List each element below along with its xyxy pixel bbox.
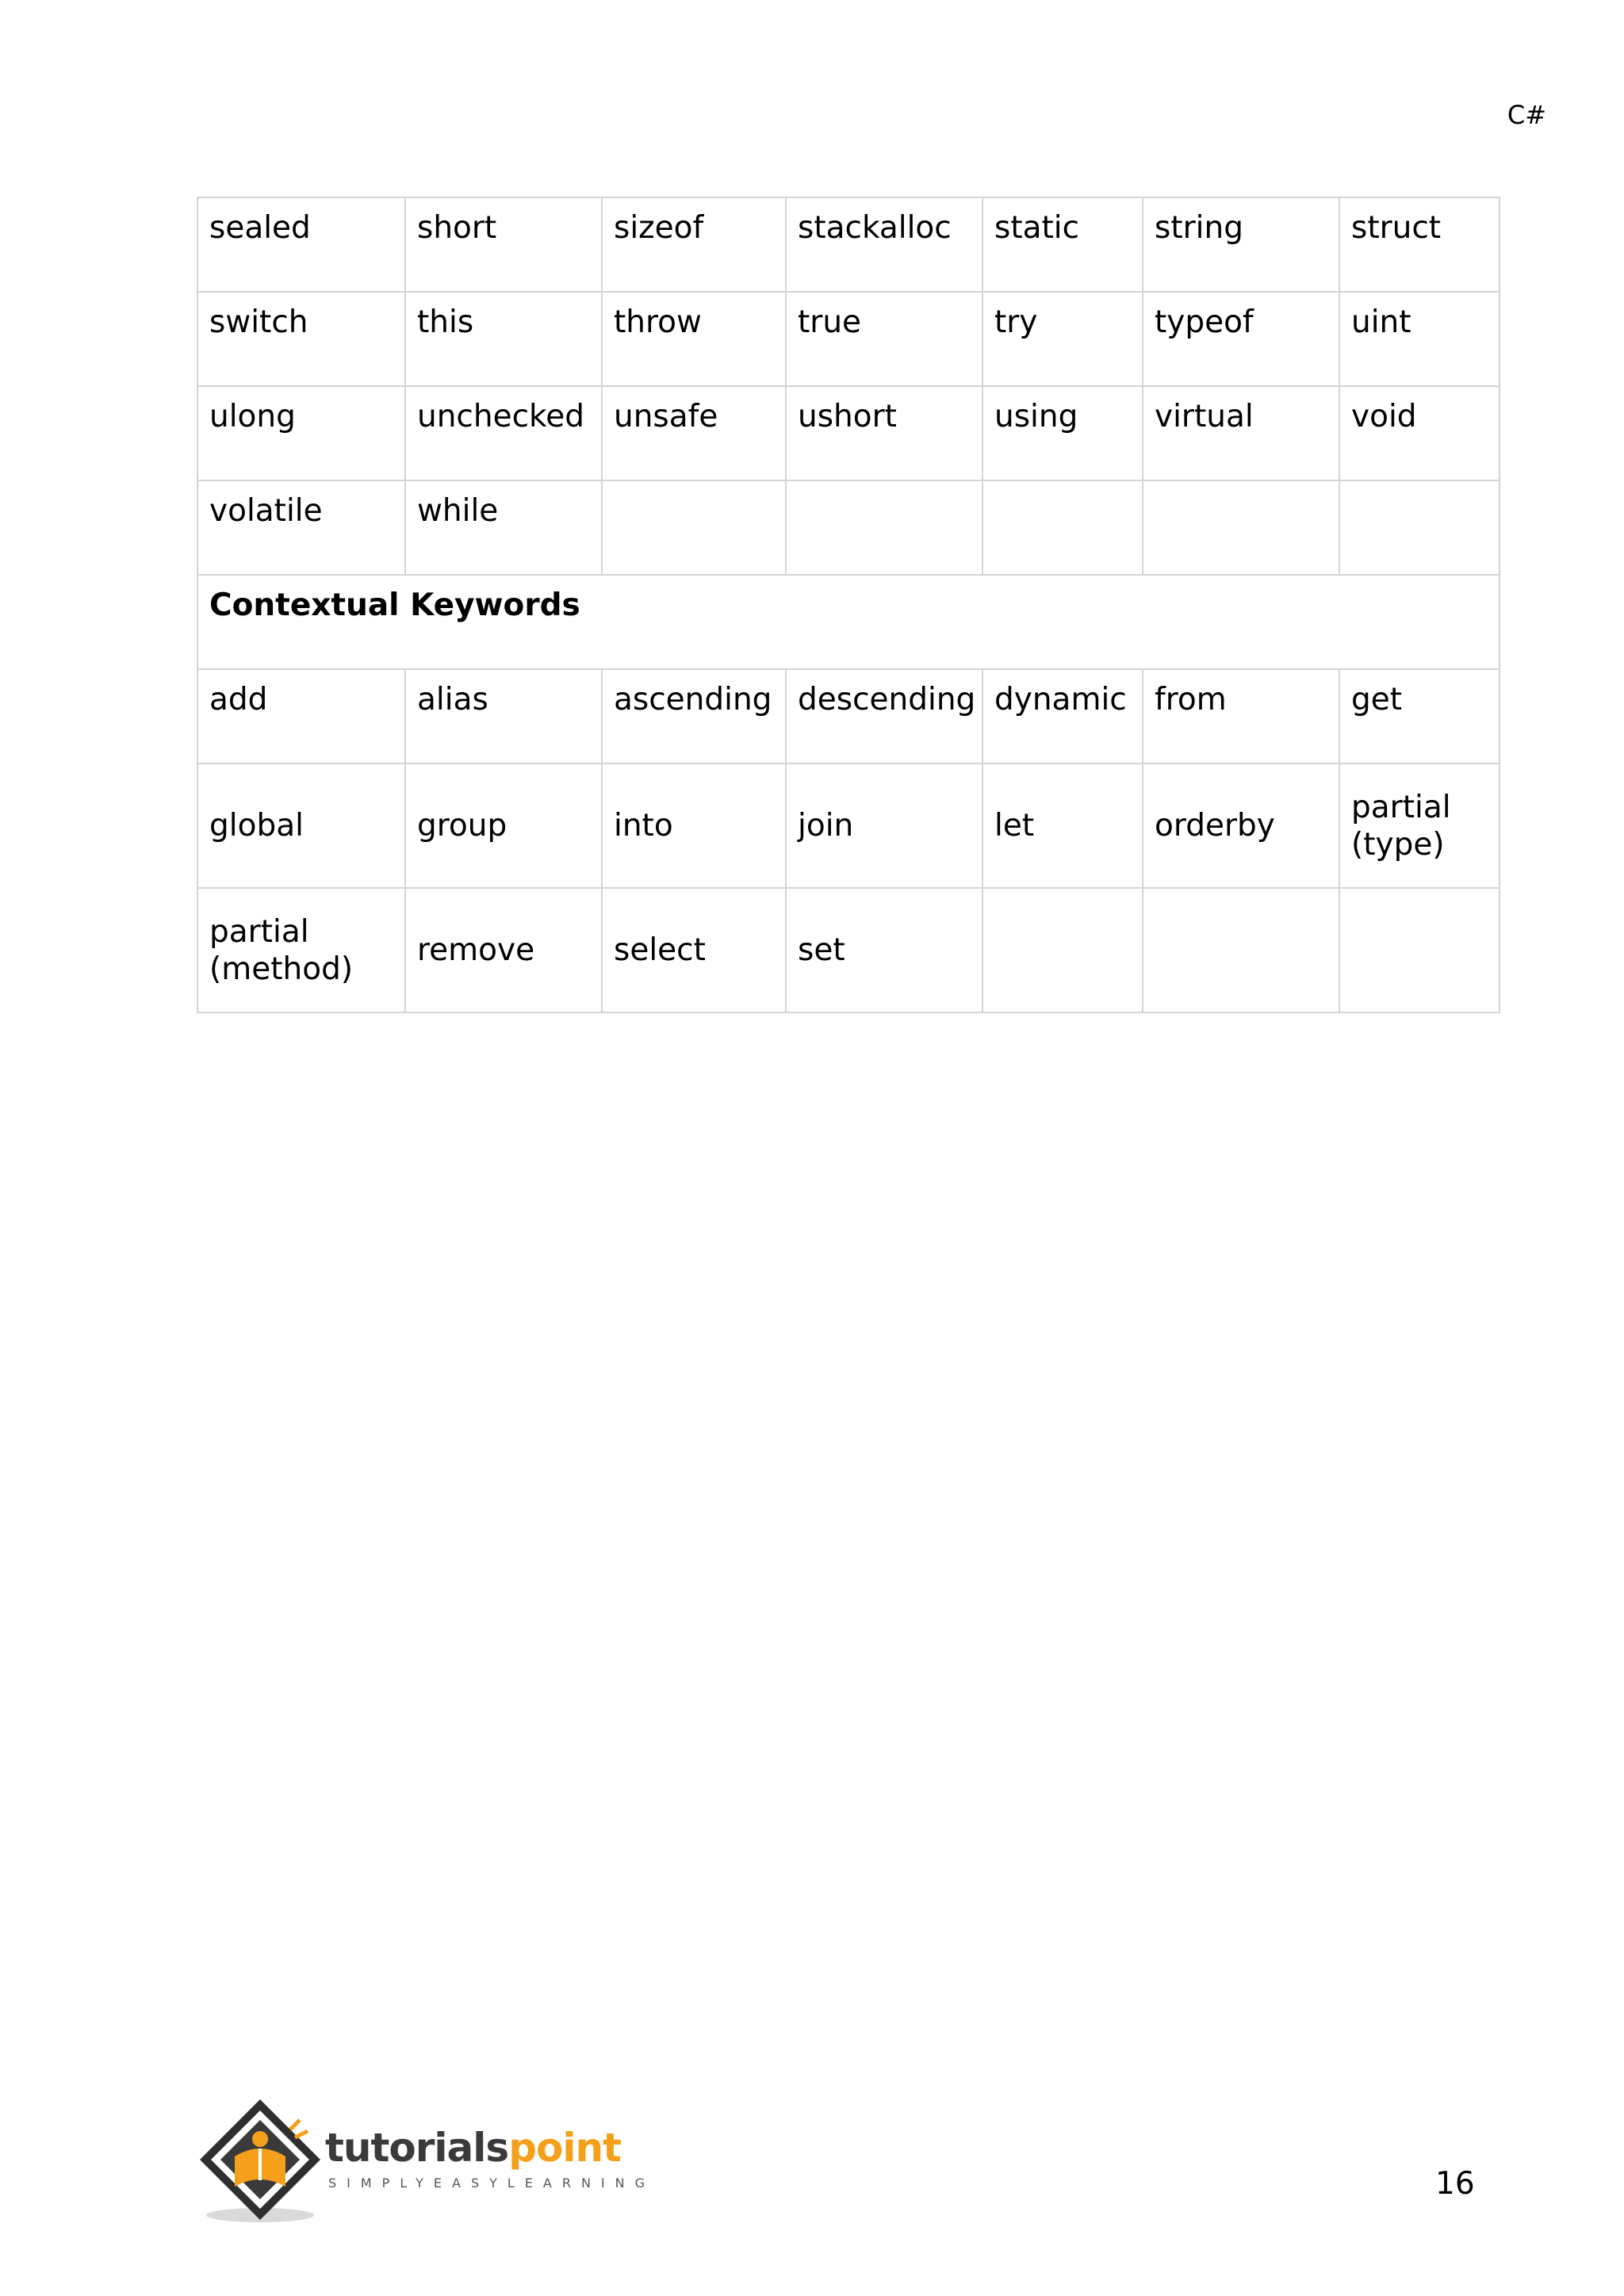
table-cell: select [602, 888, 786, 1012]
table-row [197, 763, 1500, 888]
table-cell [982, 888, 1143, 1012]
table-cell: this [405, 292, 602, 386]
table-cell: ushort [786, 386, 982, 480]
table-cell: unsafe [602, 386, 786, 480]
table-cell: stackalloc [786, 197, 982, 292]
table-cell: short [405, 197, 602, 292]
table-cell: ascending [602, 669, 786, 763]
table-cell: sizeof [602, 197, 786, 292]
running-header-title: C# [1507, 100, 1546, 130]
table-cell: string [1143, 197, 1339, 292]
table-row [197, 480, 1500, 575]
table-cell: join [786, 763, 982, 888]
table-cell: true [786, 292, 982, 386]
table-cell: struct [1339, 197, 1500, 292]
table-cell: unchecked [405, 386, 602, 480]
table-cell: set [786, 888, 982, 1012]
table-cell: ulong [197, 386, 405, 480]
table-cell: typeof [1143, 292, 1339, 386]
table-cell: void [1339, 386, 1500, 480]
logo-brand-part1: tutorials [325, 2125, 509, 2171]
table-cell [602, 480, 786, 575]
table-cell: group [405, 763, 602, 888]
table-cell: switch [197, 292, 405, 386]
table-section-row [197, 575, 1500, 669]
table-row [197, 669, 1500, 763]
table-cell [1143, 480, 1339, 575]
table-cell [786, 480, 982, 575]
page-number: 16 [1435, 2166, 1475, 2202]
table-cell: remove [405, 888, 602, 1012]
table-cell: using [982, 386, 1143, 480]
logo-wordmark [325, 2125, 621, 2171]
table-cell: from [1143, 669, 1339, 763]
table-cell: virtual [1143, 386, 1339, 480]
table-row [197, 197, 1500, 292]
table-cell: get [1339, 669, 1500, 763]
table-cell: while [405, 480, 602, 575]
table-cell: throw [602, 292, 786, 386]
table-cell: uint [1339, 292, 1500, 386]
table-cell: sealed [197, 197, 405, 292]
table-cell: partial (method) [197, 888, 405, 1012]
table-cell [1339, 480, 1500, 575]
table-cell [1339, 888, 1500, 1012]
table-cell: partial (type) [1339, 763, 1500, 888]
table-cell: alias [405, 669, 602, 763]
logo-emblem-icon [195, 2093, 330, 2228]
table-cell: global [197, 763, 405, 888]
table-cell: static [982, 197, 1143, 292]
table-cell: add [197, 669, 405, 763]
logo-tagline: SIMPLYEASYLEARNING [328, 2175, 656, 2191]
table-cell: dynamic [982, 669, 1143, 763]
table-cell: let [982, 763, 1143, 888]
tutorialspoint-logo [195, 2093, 656, 2228]
table-cell: descending [786, 669, 982, 763]
table-cell: orderby [1143, 763, 1339, 888]
table-row [197, 386, 1500, 480]
table-cell [1143, 888, 1339, 1012]
table-row [197, 292, 1500, 386]
table-cell [982, 480, 1143, 575]
section-heading: Contextual Keywords [197, 575, 1500, 669]
logo-brand-part2: point [508, 2125, 621, 2171]
table-cell: into [602, 763, 786, 888]
table-row [197, 888, 1500, 1012]
keywords-table [197, 197, 1500, 1013]
table-cell: try [982, 292, 1143, 386]
table-cell: volatile [197, 480, 405, 575]
